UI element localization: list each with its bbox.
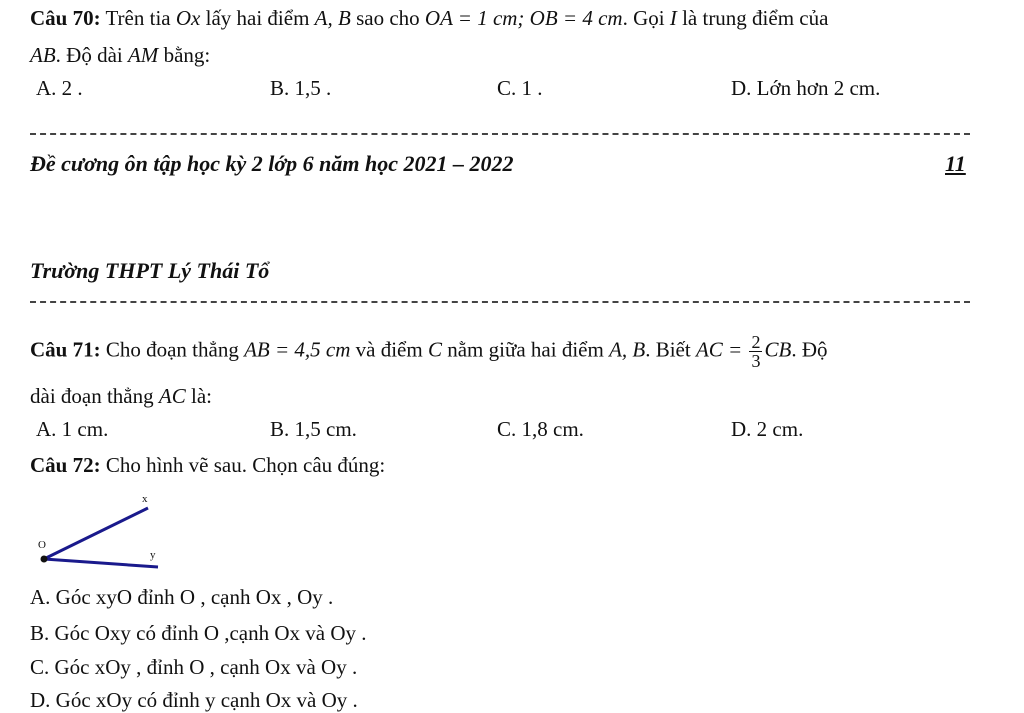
ray-oy	[44, 559, 158, 567]
vertex-o-dot	[41, 556, 48, 563]
q71-option-b: B. 1,5 cm.	[270, 417, 357, 441]
q71-text3: nằm giữa hai điểm	[441, 337, 610, 362]
q70-ab: AB	[30, 43, 56, 67]
q71-label: Câu 71:	[30, 337, 101, 362]
q72-text: Cho hình vẽ sau. Chọn câu đúng:	[100, 453, 386, 477]
angle-figure	[30, 488, 170, 573]
q71-text6: là:	[185, 384, 212, 408]
q71-option-a: A. 1 cm.	[36, 417, 109, 441]
q71-option-c: C. 1,8 cm.	[497, 417, 584, 441]
q72-option-d: D. Góc xOy có đỉnh y cạnh Ox và Oy .	[30, 688, 358, 712]
q71-points: A, B	[609, 337, 646, 362]
q70-option-c: C. 1 .	[497, 76, 543, 100]
label-x: x	[142, 493, 148, 505]
q70-option-a: A. 2 .	[36, 76, 83, 100]
q70-label: Câu 70:	[30, 6, 101, 30]
q70-ob: OB = 4 cm	[529, 6, 623, 30]
fraction-denominator: 3	[751, 351, 761, 371]
q71-cb: CB	[764, 337, 792, 362]
q71-line2	[30, 384, 212, 409]
q71-c: C	[427, 337, 442, 362]
q70-text3: sao cho	[350, 6, 425, 30]
q70-oa: OA = 1 cm;	[424, 6, 530, 30]
q72-option-a: A. Góc xyO đỉnh O , cạnh Ox , Oy .	[30, 585, 334, 609]
q72-option-c: C. Góc xOy , đỉnh O , cạnh Ox và Oy .	[30, 655, 358, 679]
q70-points: A, B	[314, 6, 351, 30]
school-name: Trường THPT Lý Thái Tổ	[30, 258, 270, 283]
q71-text4: . Biết	[645, 337, 696, 362]
label-o: O	[38, 539, 46, 551]
q70-text7: bằng:	[158, 43, 211, 67]
page-number: 11	[945, 151, 966, 176]
q71-ac: AC =	[695, 337, 748, 362]
q71-text1: Cho đoạn thẳng	[100, 337, 245, 362]
fraction-two-thirds	[749, 333, 762, 370]
q71-ac2: AC	[158, 384, 186, 408]
fraction-numerator: 2	[751, 332, 761, 352]
q70-ray: Ox	[175, 6, 201, 30]
q70-i: I	[669, 6, 677, 30]
q72-option-b: B. Góc Oxy có đỉnh O ,cạnh Ox và Oy .	[30, 621, 367, 645]
ray-ox	[44, 508, 148, 559]
doc-title: Đề cương ôn tập học kỳ 2 lớp 6 năm học 2021 – 2022	[30, 151, 514, 176]
page-divider-top	[30, 133, 970, 135]
q71-line2-text: dài đoạn thẳng	[30, 384, 159, 408]
q70-text4: . Gọi	[622, 6, 670, 30]
q72-label: Câu 72:	[30, 453, 101, 477]
q71-ab: AB = 4,5 cm	[244, 337, 351, 362]
q71-line1	[30, 333, 828, 370]
q70-text2: lấy hai điểm	[200, 6, 315, 30]
q71-text5: . Độ	[791, 337, 828, 362]
q70-text5: là trung điểm của	[676, 6, 829, 30]
q70-am: AM	[127, 43, 159, 67]
q70-line2	[30, 43, 210, 68]
q70-text1: Trên tia	[100, 6, 176, 30]
q71-option-d: D. 2 cm.	[731, 417, 804, 441]
q70-option-d: D. Lớn hơn 2 cm.	[731, 76, 881, 100]
q70-text6: . Độ dài	[55, 43, 128, 67]
q70-option-b: B. 1,5 .	[270, 76, 332, 100]
page-divider-bottom	[30, 301, 970, 303]
label-y: y	[150, 549, 156, 561]
q71-text2: và điểm	[350, 337, 428, 362]
q70-line1	[30, 6, 828, 31]
q72-line1	[30, 453, 385, 478]
